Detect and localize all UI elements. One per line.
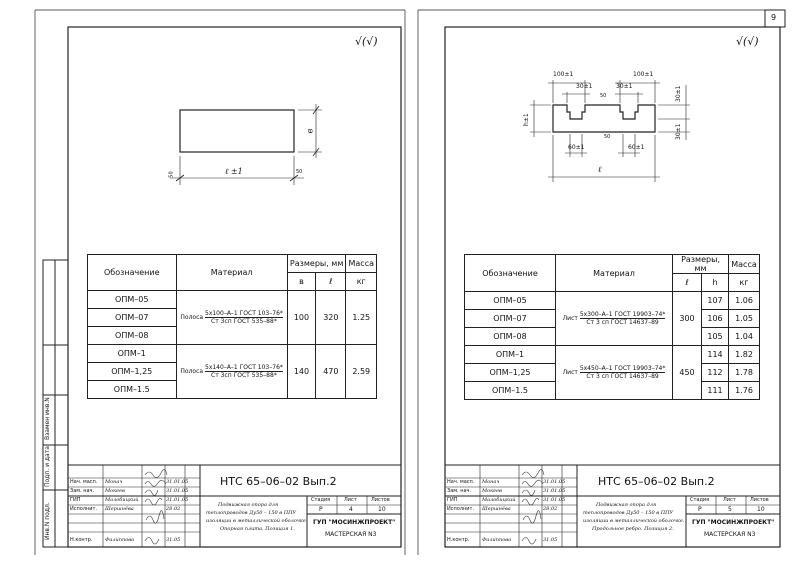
material-cell [556,346,673,400]
mass-value: 2.59 [346,345,377,399]
right-dim-length: ℓ [598,165,602,174]
right-dim-slot-right: 30±1 [616,83,633,90]
right-dim-bottom-right: 60±1 [628,144,645,151]
right-dim-bottom-left: 60±1 [568,144,585,151]
material-steel: Ст 3сп ГОСТ 535–88* [211,372,277,379]
stamp-name: Шершнёва [482,506,511,512]
material-grade: 5х100–А–1 ГОСТ 103–76* [205,309,283,317]
stamp-sheet-label: Лист [344,497,357,503]
stamp-date: 31.01.05 [166,497,189,503]
header-b: в [287,273,315,291]
stamp-date: 28.02 [166,506,181,512]
material-cell [556,292,673,346]
material-steel: Ст 3 сп ГОСТ 14637–89 [586,319,659,326]
stamp-name: Монач [105,479,123,485]
header-designation: Обозначение [88,255,177,291]
stamp-name: Малобицкий [105,497,139,503]
size-l: 320 [316,291,346,345]
stamp-name: Мокеев [482,488,502,494]
right-dim-right-top: 30±1 [675,85,682,102]
header-h: h [702,274,729,292]
size-h: 112 [702,364,729,382]
page-number: 9 [771,13,777,22]
left-weld-mark-left: 50 [168,171,175,178]
header-mass: Масса [346,255,377,273]
table-row-designation: ОПМ–08 [465,328,556,346]
stamp-date: 31.01.05 [166,488,189,494]
left-title-line: изоляции в металлической оболочке. [206,518,308,524]
stamp-sheets-label: Листов [371,497,390,503]
table-row-designation: ОПМ–05 [88,291,177,309]
left-dim-length: ℓ ±1 [225,167,243,176]
size-h: 111 [702,382,729,400]
mass-value: 1.78 [729,364,760,382]
mass-value: 1.04 [729,328,760,346]
stamp-role: Нач. масп. [447,479,475,485]
right-dim-right-bottom: 30±1 [675,123,682,140]
header-l: ℓ [316,273,346,291]
table-row-designation: ОПМ–1 [465,346,556,364]
right-title-line: Подвижная опора для [596,502,657,508]
stamp-role: Исполнит. [70,506,98,512]
left-title-line: Подвижная опора для [218,502,279,508]
stamp-role: Н.контр. [447,537,470,543]
stamp-role: ГИП [70,497,81,503]
table-row-designation: ОПМ–1 [88,345,177,363]
right-dim-slot-left: 30±1 [576,83,593,90]
right-title-line: теплопроводов Ду50 – 150 в ППУ [583,510,674,516]
table-row-designation: ОПМ–07 [88,309,177,327]
stamp-role: Зам. нач. [70,488,95,494]
left-spec-table [87,254,377,399]
right-title-line: Продольное ребро. Позиция 2. [592,526,674,532]
side-label-signature-date: Подп. и дата [44,446,51,487]
mass-value: 1.76 [729,382,760,400]
stamp-name: Филиппова [482,537,512,543]
header-kg: кг [729,274,760,292]
size-l: 300 [673,292,702,346]
stamp-date: 31.01.05 [166,479,189,485]
right-dim-top-left: 100±1 [553,71,574,78]
stamp-org: ГУП "МОСИНЖПРОЕКТ" [692,519,775,526]
right-weld-mark-bottom: 50 [604,134,611,140]
material-grade: 5х300–А–1 ГОСТ 19903–74* [579,310,666,318]
table-row-designation: ОПМ–1,25 [88,363,177,381]
material-kind: Лист [562,315,578,322]
stamp-name: Монач [482,479,500,485]
stamp-stage-label: Стадия [690,497,710,503]
surface-roughness-mark-right: √(√) [736,35,759,48]
left-title-line: теплопроводов Ду50 – 150 в ППУ [206,510,297,516]
stamp-sheets: 10 [378,506,386,513]
right-dim-top-right: 100±1 [633,71,654,78]
material-cell [176,345,287,399]
side-label-replaces-inv: Взамен инв.N [44,397,51,440]
mass-value: 1.05 [729,310,760,328]
material-steel: Ст 3сп ГОСТ 535–88* [211,318,277,325]
header-designation: Обозначение [465,255,556,292]
right-spec-table [464,254,760,400]
size-l: 470 [316,345,346,399]
right-title-line: изоляции в металлической оболочке. [583,518,685,524]
material-cell [176,291,287,345]
stamp-sheets: 10 [757,506,765,513]
header-kg: кг [346,273,377,291]
left-dim-width: в [305,128,315,134]
stamp-org-workshop: МАСТЕРСКАЯ N3 [704,531,756,538]
stamp-name: Шершнёва [105,506,134,512]
size-l: 450 [673,346,702,400]
stamp-date: 31.01.05 [543,479,566,485]
left-weld-mark-right: 50 [296,169,303,175]
left-title-line: Опорная плита. Позиция 1. [220,526,295,532]
header-sizes: Размеры, мм [287,255,346,273]
size-h: 114 [702,346,729,364]
header-material: Материал [556,255,673,292]
stamp-sheet: 5 [728,506,732,513]
table-row-designation: ОПМ–1.5 [465,382,556,400]
side-label-inv-original: Инв.N подл. [44,502,51,540]
header-l: ℓ [673,274,702,292]
material-kind: Полоса [180,314,204,321]
stamp-date: 28.02 [543,506,558,512]
table-row-designation: ОПМ–07 [465,310,556,328]
material-grade: 5х450–А–1 ГОСТ 19903–74* [579,364,666,372]
material-kind: Лист [562,369,578,376]
stamp-name: Мокеев [105,488,125,494]
left-doc-code: НТС 65–06–02 Вып.2 [220,475,337,488]
table-row-designation: ОПМ–1.5 [88,381,177,399]
right-weld-mark-top: 50 [600,93,607,99]
stamp-org: ГУП "МОСИНЖПРОЕКТ" [313,519,396,526]
size-h: 106 [702,310,729,328]
right-doc-code: НТС 65–06–02 Вып.2 [598,475,715,488]
stamp-role: Исполнит. [447,506,475,512]
stamp-role: Н.контр. [70,537,93,543]
table-row-designation: ОПМ–1,25 [465,364,556,382]
header-mass: Масса [729,255,760,274]
stamp-date: 31.05 [166,537,181,543]
mass-value: 1.82 [729,346,760,364]
stamp-name: Малобицкий [482,497,516,503]
header-material: Материал [176,255,287,291]
mass-value: 1.06 [729,292,760,310]
material-kind: Полоса [180,368,204,375]
mass-value: 1.25 [346,291,377,345]
table-row-designation: ОПМ–05 [465,292,556,310]
material-grade: 5х140–А–1 ГОСТ 103–76* [205,363,283,371]
table-row-designation: ОПМ–08 [88,327,177,345]
stamp-date: 31.01.05 [543,488,566,494]
stamp-stage: Р [319,506,323,513]
stamp-org-workshop: МАСТЕРСКАЯ N3 [325,531,377,538]
stamp-role: Нач. масп. [70,479,98,485]
size-b: 140 [287,345,315,399]
size-b: 100 [287,291,315,345]
size-h: 107 [702,292,729,310]
stamp-stage: Р [698,506,702,513]
surface-roughness-mark-left: √(√) [355,35,378,48]
stamp-role: ГИП [447,497,458,503]
material-steel: Ст 3 сп ГОСТ 14637–89 [586,373,659,380]
stamp-date: 31.01.05 [543,497,566,503]
header-sizes: Размеры, мм [673,255,729,274]
size-h: 105 [702,328,729,346]
right-dim-height: h±1 [523,113,530,126]
stamp-date: 31.05 [543,537,558,543]
stamp-sheets-label: Листов [750,497,769,503]
stamp-stage-label: Стадия [311,497,331,503]
stamp-sheet: 4 [349,506,353,513]
stamp-sheet-label: Лист [723,497,736,503]
stamp-name: Филиппова [105,537,135,543]
stamp-role: Зам. нач. [447,488,472,494]
